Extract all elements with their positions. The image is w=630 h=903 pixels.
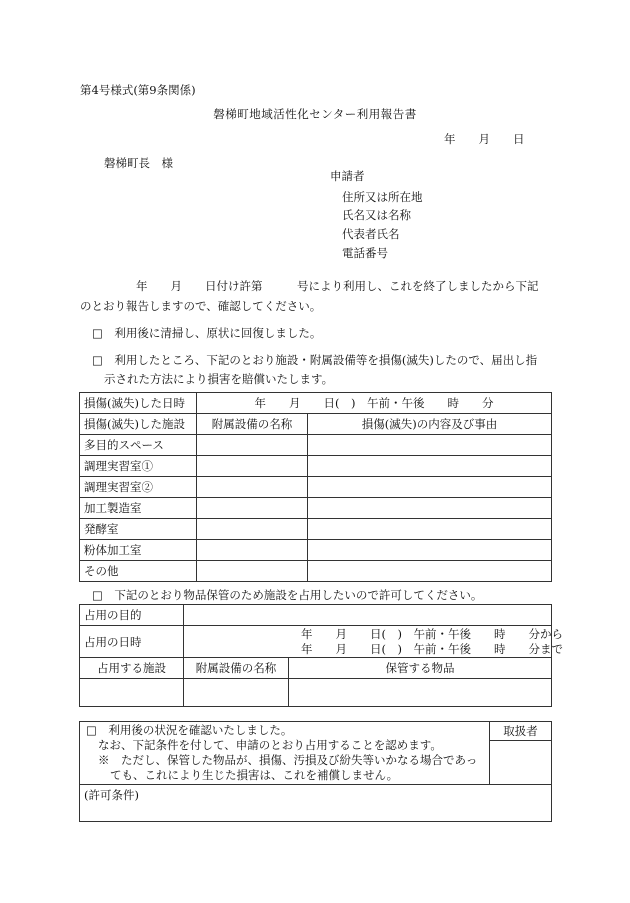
handler-label: 取扱者: [490, 722, 552, 741]
damage-table: [79, 392, 552, 582]
facility-name: 多目的スペース: [80, 435, 197, 456]
conditions-cell[interactable]: [80, 785, 552, 822]
form-number: 第4号様式(第9条関係): [80, 83, 196, 97]
confirmation-box: [79, 721, 552, 822]
facility-name: その他: [80, 561, 197, 582]
confirm-line-4: ても、これにより生じた損害は、これを補償しません。: [110, 768, 399, 782]
equipment-cell[interactable]: [197, 477, 308, 498]
equipment-cell[interactable]: [197, 456, 308, 477]
confirmation-text: [80, 722, 490, 785]
reason-cell[interactable]: [308, 519, 552, 540]
applicant-representative-label: 代表者氏名: [342, 227, 400, 241]
facility-name: 調理実習室②: [80, 477, 197, 498]
reason-cell[interactable]: [308, 498, 552, 519]
table-row: [80, 519, 552, 540]
occupancy-datetime-label: 占用の日時: [80, 626, 184, 658]
check-occupancy: □ 下記のとおり物品保管のため施設を占用したいので許可してください。: [92, 588, 483, 602]
table-row: [80, 498, 552, 519]
reason-cell[interactable]: [308, 456, 552, 477]
facility-name: 発酵室: [80, 519, 197, 540]
damage-equipment-header: 附属設備の名称: [197, 414, 308, 435]
occupancy-equipment-header: 附属設備の名称: [184, 658, 289, 679]
intro-line-2: のとおり報告しますので、確認してください。: [80, 299, 322, 313]
reason-cell[interactable]: [308, 540, 552, 561]
table-row: [80, 456, 552, 477]
intro-line-1: 年 月 日付け許第 号により利用し、これを終了しましたから下記: [136, 279, 539, 293]
applicant-address-label: 住所又は所在地: [342, 190, 423, 204]
occupancy-items-cell[interactable]: [289, 679, 552, 707]
occupancy-from-line: 年 月 日( ) 午前・午後 時 分から: [301, 626, 563, 641]
damage-datetime-label: 損傷(滅失)した日時: [80, 393, 197, 414]
date-line: 年 月 日: [444, 132, 525, 146]
check-cleaned: □ 利用後に清掃し、原状に回復しました。: [92, 326, 322, 340]
occupancy-facility-cell[interactable]: [80, 679, 184, 707]
confirm-line-2: なお、下記条件を付して、申請のとおり占用することを認めます。: [98, 738, 442, 752]
occupancy-facility-header: 占用する施設: [80, 658, 184, 679]
table-row: [80, 477, 552, 498]
conditions-label: (許可条件): [84, 788, 139, 802]
facility-name: 調理実習室①: [80, 456, 197, 477]
reason-cell[interactable]: [308, 435, 552, 456]
table-row: [80, 561, 552, 582]
applicant-phone-label: 電話番号: [342, 246, 388, 260]
check-damage-line-2: 示された方法により損害を賠償いたします。: [104, 372, 334, 386]
facility-name: 粉体加工室: [80, 540, 197, 561]
confirm-line-3: ※ ただし、保管した物品が、損傷、汚損及び紛失等いかなる場合であっ: [98, 753, 478, 767]
handler-stamp-cell[interactable]: [490, 740, 552, 784]
occupancy-table: [79, 604, 563, 707]
occupancy-to-line: 年 月 日( ) 午前・午後 時 分まで: [301, 641, 563, 656]
check-damage-line-1: □ 利用したところ、下記のとおり施設・附属設備等を損傷(滅失)したので、届出し指: [92, 353, 538, 367]
reason-cell[interactable]: [308, 561, 552, 582]
page-title: 磐梯町地域活性化センター利用報告書: [213, 107, 417, 121]
applicant-label: 申請者: [330, 169, 365, 183]
confirm-line-1: □ 利用後の状況を確認いたしました。: [86, 723, 293, 737]
equipment-cell[interactable]: [197, 519, 308, 540]
damage-datetime-value: 年 月 日( ) 午前・午後 時 分: [197, 393, 552, 414]
reason-cell[interactable]: [308, 477, 552, 498]
facility-name: 加工製造室: [80, 498, 197, 519]
occupancy-purpose-value[interactable]: [184, 605, 552, 626]
applicant-name-label: 氏名又は名称: [342, 208, 411, 222]
occupancy-purpose-label: 占用の目的: [80, 605, 184, 626]
occupancy-datetime-value: [184, 626, 563, 658]
equipment-cell[interactable]: [197, 561, 308, 582]
occupancy-items-header: 保管する物品: [289, 658, 552, 679]
equipment-cell[interactable]: [197, 540, 308, 561]
addressee: 磐梯町長 様: [104, 156, 173, 170]
equipment-cell[interactable]: [197, 498, 308, 519]
occupancy-equipment-cell[interactable]: [184, 679, 289, 707]
equipment-cell[interactable]: [197, 435, 308, 456]
table-row: [80, 540, 552, 561]
damage-reason-header: 損傷(滅失)の内容及び事由: [308, 414, 552, 435]
damage-facility-header: 損傷(滅失)した施設: [80, 414, 197, 435]
table-row: [80, 435, 552, 456]
